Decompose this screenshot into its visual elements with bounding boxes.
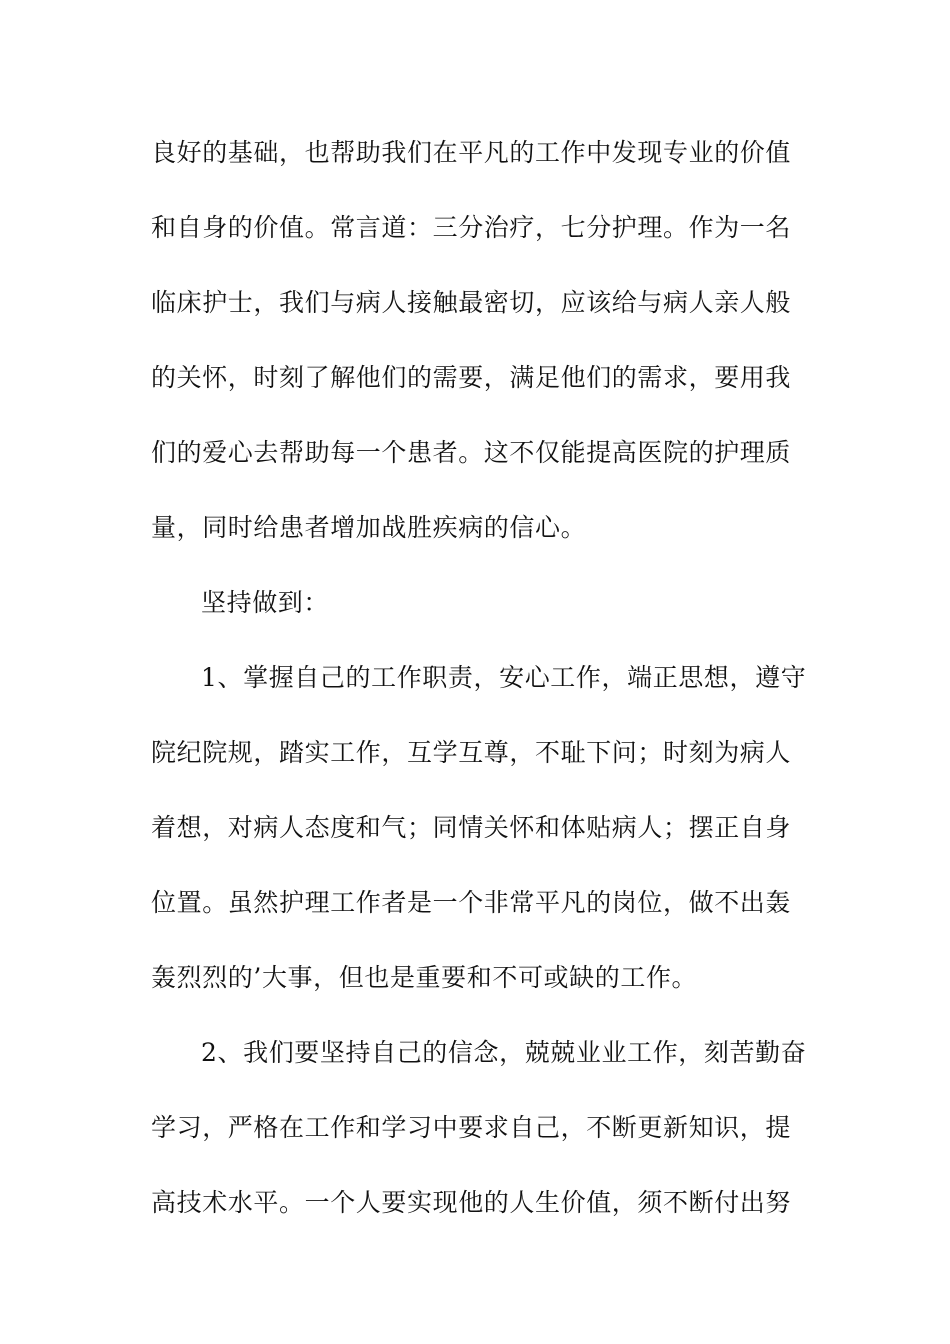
text-line: 良好的基础，也帮助我们在平凡的工作中发现专业的价值 xyxy=(151,138,792,167)
text-line: 的关怀，时刻了解他们的需要，满足他们的需求，要用我 xyxy=(151,363,792,392)
text-line: 们的爱心去帮助每一个患者。这不仅能提高医院的护理质 xyxy=(151,438,792,467)
section-heading: 坚持做到： xyxy=(201,588,330,617)
text-line: 高技术水平。一个人要实现他的人生价值，须不断付出努 xyxy=(151,1188,792,1217)
document-body xyxy=(151,128,811,1253)
text-line: 院纪院规，踏实工作，互学互尊，不耻下问；时刻为病人 xyxy=(151,738,792,767)
text-line: 学习，严格在工作和学习中要求自己，不断更新知识，提 xyxy=(151,1113,792,1142)
text-line: 临床护士，我们与病人接触最密切，应该给与病人亲人般 xyxy=(151,288,792,317)
list-item-1-start: 1、掌握自己的工作职责，安心工作，端正思想，遵守 xyxy=(201,663,807,692)
text-line: 着想，对病人态度和气；同情关怀和体贴病人；摆正自身 xyxy=(151,813,792,842)
text-line: 轰烈烈的’大事，但也是重要和不可或缺的工作。 xyxy=(151,963,698,992)
text-line: 和自身的价值。常言道：三分治疗，七分护理。作为一名 xyxy=(151,213,792,242)
list-item-2-start: 2、我们要坚持自己的信念，兢兢业业工作，刻苦勤奋 xyxy=(201,1038,807,1067)
text-line: 量，同时给患者增加战胜疾病的信心。 xyxy=(151,513,587,542)
text-line: 位置。虽然护理工作者是一个非常平凡的岗位，做不出轰 xyxy=(151,888,792,917)
